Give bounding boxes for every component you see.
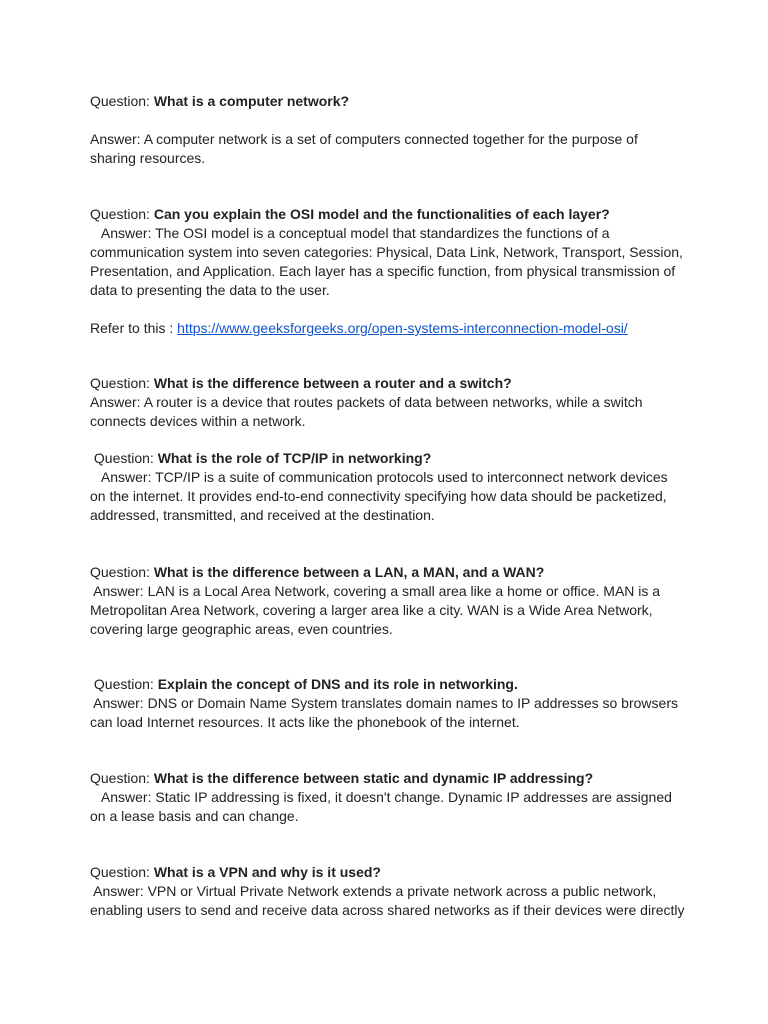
question-text: Explain the concept of DNS and its role in networking. (157, 676, 518, 692)
answer-line: Answer: A computer network is a set of computers connected together for the purpose of (90, 131, 638, 147)
answer-line: connects devices within a network. (90, 413, 306, 429)
answer-line: on the internet. It provides end-to-end connectivity specifying how data should be packetized, (90, 488, 667, 504)
question-text: Can you explain the OSI model and the functionalities of each layer? (153, 206, 610, 222)
reference-label: Refer to this : (90, 320, 178, 336)
reference-line (90, 319, 690, 338)
question-line (90, 205, 690, 224)
question-line (90, 92, 690, 111)
answer-line: Presentation, and Application. Each layer has a specific function, from physical transmission of (90, 263, 676, 279)
answer-line: Answer: The OSI model is a conceptual model that standardizes the functions of a (90, 225, 610, 241)
answer-line: communication system into seven categories: Physical, Data Link, Network, Transport, Session, (90, 244, 683, 260)
question-label: Question: (90, 564, 154, 580)
question-label: Question: (90, 93, 154, 109)
question-text: What is a computer network? (153, 93, 350, 109)
question-line (90, 374, 690, 393)
answer-line: data to presenting the data to the user. (90, 282, 330, 298)
question-text: What is the difference between a LAN, a MAN, and a WAN? (153, 564, 545, 580)
answer-line: sharing resources. (90, 150, 206, 166)
question-line (90, 563, 690, 582)
answer-line: enabling users to send and receive data across shared networks as if their devices were directly (90, 902, 685, 918)
answer-line: Answer: DNS or Domain Name System translates domain names to IP addresses so browsers (90, 695, 678, 711)
question-label: Question: (90, 770, 154, 786)
answer-line: on a lease basis and can change. (90, 808, 299, 824)
answer-line: addressed, transmitted, and received at the destination. (90, 507, 435, 523)
answer-line: Answer: LAN is a Local Area Network, covering a small area like a home or office. MAN is a (90, 583, 661, 599)
question-text: What is the difference between static and dynamic IP addressing? (153, 770, 594, 786)
answer-line: covering large geographic areas, even countries. (90, 621, 393, 637)
question-text: What is a VPN and why is it used? (153, 864, 381, 880)
question-label: Question: (93, 450, 158, 466)
answer-line: Answer: Static IP addressing is fixed, it doesn't change. Dynamic IP addresses are assigned (90, 789, 672, 805)
question-label: Question: (93, 676, 158, 692)
question-line (90, 769, 690, 788)
answer-line: can load Internet resources. It acts like the phonebook of the internet. (90, 714, 520, 730)
osi-reference-link[interactable]: https://www.geeksforgeeks.org/open-systems-interconnection-model-osi/ (177, 320, 628, 336)
question-line (90, 675, 690, 694)
answer-line: Metropolitan Area Network, covering a larger area like a city. WAN is a Wide Area Network, (90, 602, 653, 618)
question-label: Question: (90, 864, 154, 880)
question-line (90, 863, 690, 882)
question-line (90, 449, 690, 468)
question-label: Question: (90, 375, 154, 391)
answer-line: Answer: TCP/IP is a suite of communication protocols used to interconnect network devices (90, 469, 668, 485)
question-text: What is the role of TCP/IP in networking? (157, 450, 432, 466)
answer-line: Answer: A router is a device that routes packets of data between networks, while a switch (90, 394, 643, 410)
question-text: What is the difference between a router and a switch? (153, 375, 512, 391)
question-label: Question: (90, 206, 154, 222)
answer-line: Answer: VPN or Virtual Private Network extends a private network across a public network, (90, 883, 657, 899)
